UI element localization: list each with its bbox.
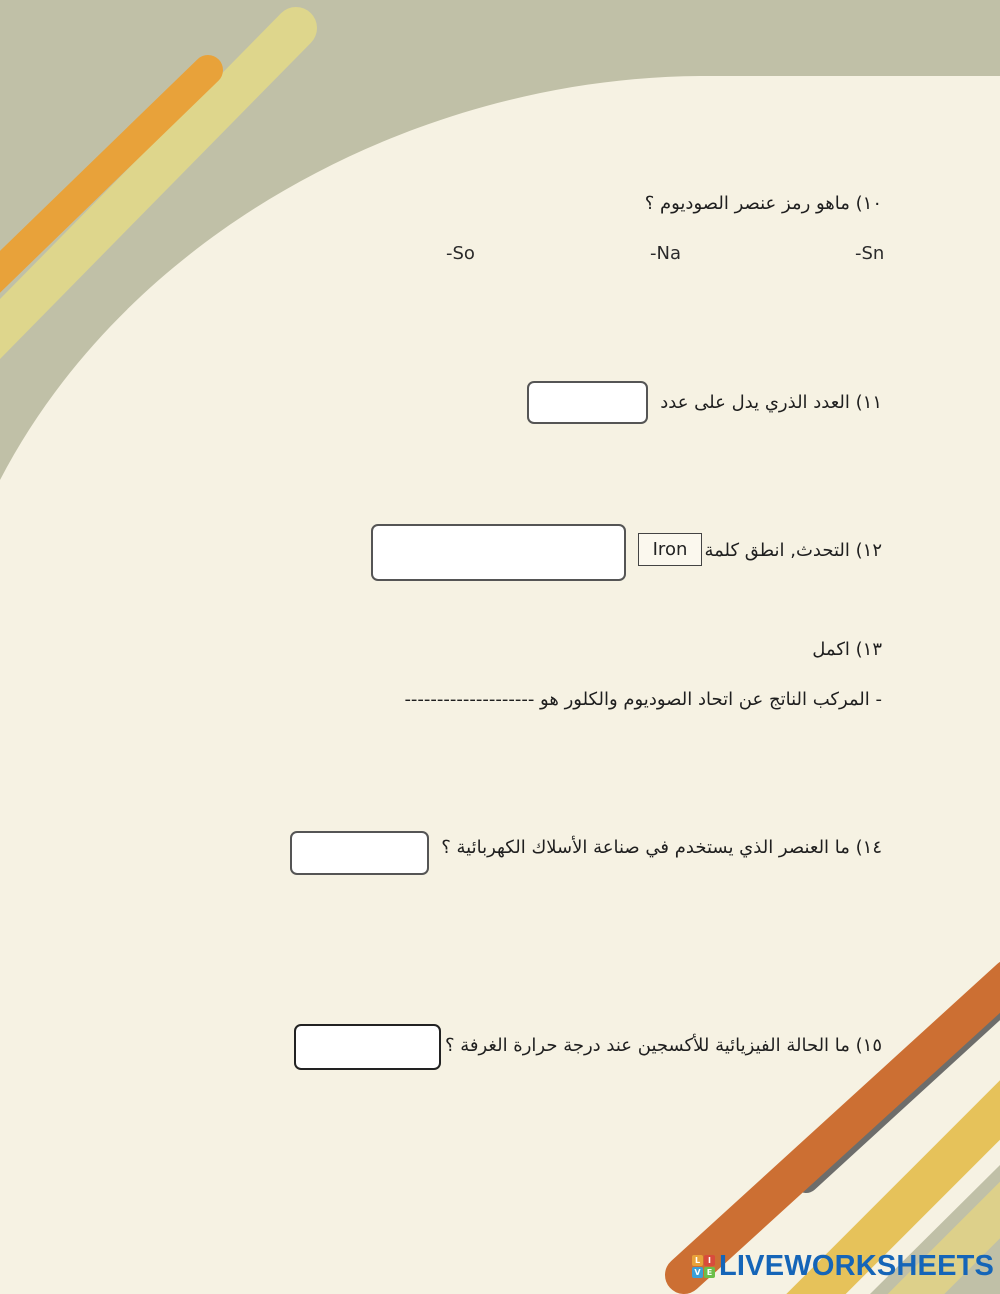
question-12-text: ١٢) التحدث, انطق كلمة xyxy=(704,540,882,561)
q10-option-na[interactable]: -Na xyxy=(650,243,681,264)
q10-option-sn[interactable]: -Sn xyxy=(855,243,885,264)
question-10-text: ١٠) ماهو رمز عنصر الصوديوم ؟ xyxy=(644,193,882,214)
q12-word: Iron xyxy=(652,539,688,560)
q14-answer-input[interactable] xyxy=(290,831,429,875)
liveworksheets-logo xyxy=(692,1250,994,1283)
question-14-text: ١٤) ما العنصر الذي يستخدم في صناعة الأسلاك الكهربائية ؟ xyxy=(441,837,882,858)
logo-text: LIVEWORKSHEETS xyxy=(719,1250,995,1282)
question-15-text: ١٥) ما الحالة الفيزيائية للأكسجين عند درجة حرارة الغرفة ؟ xyxy=(444,1035,882,1056)
logo-mark-icon: L I V E xyxy=(692,1255,715,1278)
q15-answer-input[interactable] xyxy=(294,1024,441,1070)
q11-answer-input[interactable] xyxy=(527,381,648,424)
q13-fill-line: - المركب الناتج عن اتحاد الصوديوم والكلور هو -------------------- xyxy=(404,689,882,710)
q12-word-box xyxy=(638,533,702,566)
q12-speak-area[interactable] xyxy=(371,524,626,581)
question-11-text: ١١) العدد الذري يدل على عدد xyxy=(660,392,882,413)
question-13-text: ١٣) اكمل xyxy=(812,639,882,660)
q10-option-so[interactable]: -So xyxy=(446,243,475,264)
